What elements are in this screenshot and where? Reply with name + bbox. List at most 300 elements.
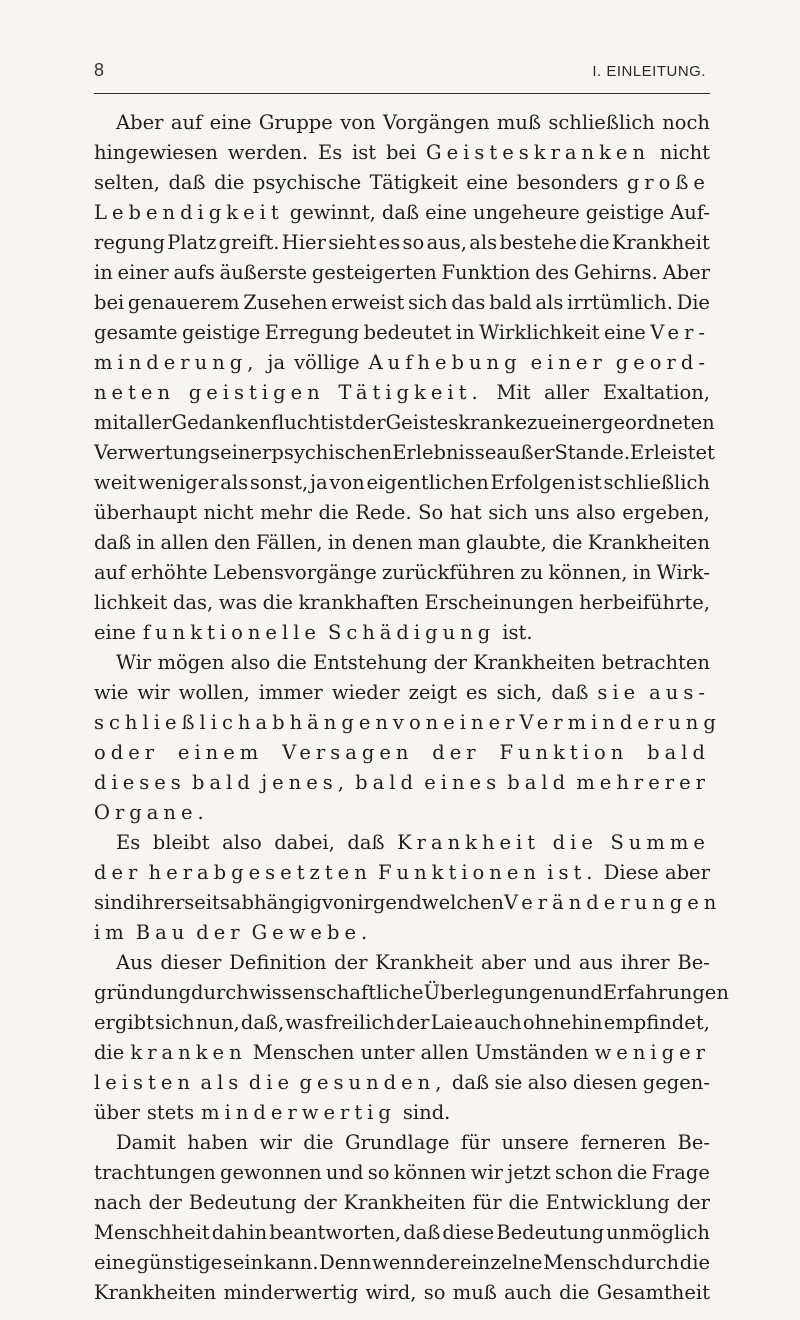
text-line (94, 1158, 710, 1188)
word: der (334, 951, 368, 974)
word: Menschheit (94, 1221, 210, 1244)
word: die (559, 1281, 590, 1304)
text-line (94, 738, 710, 768)
word: ferneren (580, 1131, 667, 1154)
word: das, (172, 591, 214, 614)
word: leistet (653, 441, 715, 464)
word: für (460, 1131, 490, 1154)
spaced-emphasis-word: Versagen (282, 741, 414, 764)
word: unsere (501, 1131, 569, 1154)
word: regung (94, 231, 165, 254)
word: aber (480, 951, 526, 974)
word: Gehirns. (573, 261, 658, 284)
word: für (472, 1191, 502, 1214)
word: geistige (585, 201, 665, 224)
word: seiner (210, 441, 272, 464)
word: Erscheinungen (424, 591, 574, 614)
word: psychischen (271, 441, 393, 464)
text-line (94, 978, 729, 1008)
word: auf (170, 111, 203, 134)
text-line (94, 558, 710, 588)
word: als (535, 291, 564, 314)
word: Funktion (441, 261, 531, 284)
spaced-emphasis-word: Gewebe. (251, 921, 373, 944)
word: ihrer (620, 951, 670, 974)
word: bleibt (152, 831, 210, 854)
text-line (94, 168, 710, 198)
text-line (94, 828, 710, 858)
word: die (552, 531, 583, 554)
word: können (393, 1161, 467, 1184)
word: also (576, 501, 616, 524)
word: schon (554, 1161, 613, 1184)
word: Verwertung (94, 441, 211, 464)
word: Gesamtheit (596, 1281, 710, 1304)
word: ihrerseits (135, 891, 230, 914)
text-line (94, 228, 710, 258)
word: das (451, 291, 486, 314)
word: erhöhte (130, 561, 208, 584)
word: ist (577, 471, 602, 494)
word: eine (603, 321, 646, 344)
word: eine (209, 111, 252, 134)
word: Bedeutung (496, 1221, 605, 1244)
word: eine (466, 171, 509, 194)
word: Damit (116, 1131, 176, 1154)
word: also (222, 831, 262, 854)
word: Es (317, 141, 343, 164)
word: mögen (157, 651, 225, 674)
text-line (94, 618, 710, 648)
word: sieht (328, 231, 377, 254)
spaced-emphasis-word: neten (94, 381, 176, 404)
word: Be- (677, 1131, 710, 1154)
word: was (285, 1011, 324, 1034)
word: nicht (203, 501, 254, 524)
word: sich (155, 1011, 195, 1034)
word: diese (442, 1221, 495, 1244)
spaced-emphasis-word: bald (647, 741, 710, 764)
word: der (396, 1011, 430, 1034)
word: zu (520, 561, 544, 584)
spaced-emphasis-word: der (196, 921, 245, 944)
word: Krankheiten (587, 531, 710, 554)
word: so (402, 231, 425, 254)
word: Frage (651, 1161, 710, 1184)
word: Be- (677, 951, 710, 974)
word: Definition (229, 951, 327, 974)
word: also (527, 1071, 568, 1094)
word: Geisteskranke (385, 411, 528, 434)
word: nach (94, 1191, 142, 1214)
word: und (325, 1161, 364, 1184)
word: aber (664, 861, 710, 884)
word: stets (146, 1101, 195, 1124)
spaced-emphasis-word: bald (355, 771, 418, 794)
word: die (679, 1251, 710, 1274)
word: aller (126, 411, 172, 434)
word: Exaltation, (602, 381, 710, 404)
text-line (94, 108, 710, 138)
word: glaubte, (465, 531, 547, 554)
word: die (94, 1041, 125, 1064)
word: Aber (116, 111, 164, 134)
word: Gedankenflucht (171, 411, 329, 434)
text-line (94, 468, 710, 498)
word: die (214, 171, 245, 194)
word: Mensch (543, 1251, 621, 1274)
word: auch (504, 1281, 552, 1304)
word: Aber (662, 261, 710, 284)
spaced-emphasis-word: eines (424, 771, 502, 794)
word: Vorgängen (382, 111, 490, 134)
text-line (94, 708, 721, 738)
page-header (94, 60, 710, 86)
spaced-emphasis-word: von (392, 711, 444, 734)
word: Laie (430, 1011, 473, 1034)
spaced-emphasis-word: einer (443, 711, 520, 734)
word: krankhaften (298, 591, 419, 614)
word: diesen (572, 1071, 638, 1094)
word: Fällen, (255, 531, 323, 554)
text-line (94, 1248, 710, 1278)
word: bei (385, 141, 417, 164)
word: trachtungen (94, 1161, 216, 1184)
word: ist (352, 141, 377, 164)
text-line (94, 678, 710, 708)
word: in (327, 531, 347, 554)
word: genauerem (127, 291, 240, 314)
word: außer (496, 441, 555, 464)
spaced-emphasis-word: Bau (135, 921, 190, 944)
word: sich (488, 501, 528, 524)
spaced-emphasis-word: leisten (94, 1071, 195, 1094)
word: auf (94, 561, 126, 584)
spaced-emphasis-word: Tätigkeit. (338, 381, 483, 404)
word: dieser (160, 951, 222, 974)
spaced-emphasis-word: die (248, 1071, 295, 1094)
word: in (136, 531, 156, 554)
word: aufs (173, 261, 215, 284)
word: ist (328, 411, 353, 434)
word: Wirklichkeit (479, 321, 600, 344)
word: man (417, 531, 461, 554)
word: ergeben, (622, 501, 710, 524)
word: So (418, 501, 444, 524)
word: irgendwelchen (357, 891, 504, 914)
text-line (94, 498, 710, 528)
spaced-emphasis-word: der (432, 741, 481, 764)
word: in (94, 261, 113, 284)
word: die (616, 1161, 648, 1184)
word: Tätigkeit (369, 171, 458, 194)
spaced-emphasis-word: Summe (610, 831, 710, 854)
word: werden. (227, 141, 309, 164)
word: daß (347, 831, 385, 854)
word: durch (621, 1251, 680, 1274)
word: und (565, 981, 603, 1004)
word: daß (403, 1221, 441, 1244)
word: die (508, 1191, 539, 1214)
word: und (533, 951, 572, 974)
word: als (469, 231, 498, 254)
word: Die (676, 291, 710, 314)
spaced-emphasis-word: ist. (547, 861, 598, 884)
running-head: I. EINLEITUNG. (592, 63, 706, 80)
spaced-emphasis-word: Veränderungen (503, 891, 722, 914)
word: Hier (281, 231, 326, 254)
spaced-emphasis-word: große (626, 171, 710, 194)
word: Krankheiten (94, 1281, 217, 1304)
word: daß (551, 681, 589, 704)
word: wir (137, 681, 170, 704)
word: Platz (167, 231, 217, 254)
word: die (318, 501, 349, 524)
word: beantworten, (269, 1221, 402, 1244)
spaced-emphasis-word: herabgesetzten (148, 861, 372, 884)
word: denen (351, 531, 413, 554)
word: haben (187, 1131, 249, 1154)
word: es (378, 231, 401, 254)
text-line (94, 1068, 710, 1098)
word: geistige (181, 321, 261, 344)
word: Rede. (355, 501, 412, 524)
word: bedeutet (363, 321, 452, 344)
word: Erfolgen (490, 471, 576, 494)
word: weniger (138, 471, 219, 494)
text-line (94, 348, 710, 378)
word: Entwicklung (545, 1191, 670, 1214)
word: herbeiführte, (579, 591, 710, 614)
text-line (94, 438, 715, 468)
word: mehr (260, 501, 312, 524)
spaced-emphasis-word: abhängen (255, 711, 393, 734)
word: von (340, 111, 376, 134)
word: gründung (94, 981, 192, 1004)
word: eine (94, 621, 136, 644)
word: lichkeit (94, 591, 168, 614)
word: zurückführen (381, 561, 516, 584)
word: aus (578, 951, 614, 974)
word: immer (258, 681, 323, 704)
word: über (94, 1101, 140, 1124)
spaced-emphasis-word: gesunden, (299, 1071, 447, 1094)
word: können, (548, 561, 628, 584)
word: Diese (603, 861, 659, 884)
word: Krankheit (611, 231, 710, 254)
word: als (220, 471, 249, 494)
word: unmöglich (606, 1221, 710, 1244)
spaced-emphasis-word: minderung, (94, 351, 259, 374)
word: Denn (319, 1251, 372, 1274)
word: Es (116, 831, 141, 854)
word: daß, (240, 1011, 285, 1034)
word: eigentlichen (366, 471, 489, 494)
spaced-emphasis-word: geord- (615, 351, 710, 374)
spaced-emphasis-word: mehrerer (576, 771, 710, 794)
header-rule (94, 93, 710, 94)
word: einzelne (459, 1251, 543, 1274)
word: zu (527, 411, 550, 434)
word: die (579, 231, 610, 254)
word: Stande. (554, 441, 631, 464)
spaced-emphasis-word: oder (94, 741, 160, 764)
word: sind (94, 891, 136, 914)
word: sie (494, 1071, 523, 1094)
text-line (94, 1098, 710, 1128)
spaced-emphasis-word: der (94, 861, 143, 884)
word: schließlich (603, 471, 710, 494)
text-line (94, 648, 710, 678)
text-line (94, 768, 710, 798)
word: sich, (496, 681, 543, 704)
word: Menschen (252, 1041, 355, 1064)
spaced-emphasis-word: Schädigung (327, 621, 496, 644)
word: mit (94, 411, 127, 434)
word: Wir (116, 651, 152, 674)
spaced-emphasis-word: einem (177, 741, 264, 764)
word: die (276, 651, 307, 674)
word: in (455, 321, 475, 344)
text-line (94, 408, 715, 438)
word: unter (360, 1041, 415, 1064)
word: in (632, 561, 652, 584)
spaced-emphasis-word: Organe. (94, 801, 209, 824)
word: selten, (94, 171, 160, 194)
word: dabei, (274, 831, 335, 854)
word: weit (94, 471, 137, 494)
word: schließlich (548, 111, 655, 134)
word: Umständen (474, 1041, 589, 1064)
word: allen (420, 1041, 469, 1064)
word: Krankheiten (473, 651, 596, 674)
word: des (535, 261, 570, 284)
spaced-emphasis-word: Verminderung (519, 711, 721, 734)
word: zeigt (408, 681, 457, 704)
spaced-emphasis-word: als (200, 1071, 244, 1094)
word: also (230, 651, 271, 674)
word: der (676, 1191, 710, 1214)
text-line (94, 588, 710, 618)
word: Krankheiten (343, 1191, 466, 1214)
text-line (94, 318, 710, 348)
word: es (465, 681, 488, 704)
word: durch (191, 981, 249, 1004)
word: Auf- (670, 201, 710, 224)
text-line (94, 1188, 710, 1218)
word: der (426, 1251, 460, 1274)
word: abhängig (229, 891, 322, 914)
text-line (94, 1128, 710, 1158)
word: noch (662, 111, 710, 134)
word: die (303, 1131, 334, 1154)
spaced-emphasis-word: kranken (130, 1041, 247, 1064)
text-line (94, 288, 710, 318)
spaced-emphasis-word: dieses (94, 771, 186, 794)
text-line (94, 948, 710, 978)
text-line (94, 258, 710, 288)
word: gewonnen (220, 1161, 322, 1184)
word: auch (474, 1011, 522, 1034)
word: bestehe (499, 231, 577, 254)
word: besonders (516, 171, 619, 194)
page-number: 8 (94, 60, 105, 80)
word: daß (451, 1071, 490, 1094)
word: geordneten (601, 411, 715, 434)
word: ungeheure (473, 201, 580, 224)
word: der (303, 1191, 337, 1214)
word: wie (94, 681, 129, 704)
spaced-emphasis-word: Lebendigkeit (94, 201, 284, 224)
word: bald (489, 291, 532, 314)
word: allen (160, 531, 209, 554)
word: einer (117, 261, 169, 284)
word: betrachten (601, 651, 710, 674)
spaced-emphasis-word: einer (530, 351, 607, 374)
word: völlige (294, 351, 360, 374)
text-line (94, 138, 710, 168)
spaced-emphasis-word: bald (507, 771, 571, 794)
word: gesteigerten (311, 261, 437, 284)
word: sein (222, 1251, 264, 1274)
word: aus, (426, 231, 467, 254)
word: minderwertig (223, 1281, 359, 1304)
spaced-emphasis-word: jenes, (261, 771, 349, 794)
text-line (94, 888, 722, 918)
word: jetzt (507, 1161, 551, 1184)
text-line (94, 1278, 710, 1308)
spaced-emphasis-word: Krankheit (397, 831, 541, 854)
spaced-emphasis-word: weniger (594, 1041, 710, 1064)
word: Bedeutung (188, 1191, 297, 1214)
word: ja (267, 351, 286, 374)
word: aller (544, 381, 590, 404)
word: so (367, 1161, 390, 1184)
spaced-emphasis-word: Funktion (499, 741, 629, 764)
word: von (329, 471, 365, 494)
word: wollen, (178, 681, 250, 704)
word: nicht (659, 141, 710, 164)
spaced-emphasis-word: Geisteskranken (426, 141, 651, 164)
word: die (262, 591, 293, 614)
word: Gruppe (258, 111, 333, 134)
text-line (94, 1038, 710, 1068)
word: eine (425, 201, 467, 224)
word: gesamte (94, 321, 178, 344)
text-line (94, 1218, 710, 1248)
word: Krankheit (375, 951, 474, 974)
word: freilich (324, 1011, 396, 1034)
text-line (94, 198, 710, 228)
word: uns (534, 501, 570, 524)
word: so (423, 1281, 446, 1304)
spaced-emphasis-word: minderwertig (201, 1101, 396, 1124)
word: kann. (263, 1251, 319, 1274)
word: Erlebnisse (392, 441, 497, 464)
word: sonst, (249, 471, 309, 494)
word: Zusehen (243, 291, 328, 314)
word: greift. (218, 231, 280, 254)
word: wenn (372, 1251, 426, 1274)
word: irrtümlich. (567, 291, 673, 314)
word: wir (470, 1161, 503, 1184)
word: Erregung (264, 321, 360, 344)
word: bei (94, 291, 125, 314)
word: daß (94, 531, 132, 554)
word: nun, (195, 1011, 240, 1034)
spaced-emphasis-word: funktionelle (142, 621, 321, 644)
word: wieder (331, 681, 400, 704)
